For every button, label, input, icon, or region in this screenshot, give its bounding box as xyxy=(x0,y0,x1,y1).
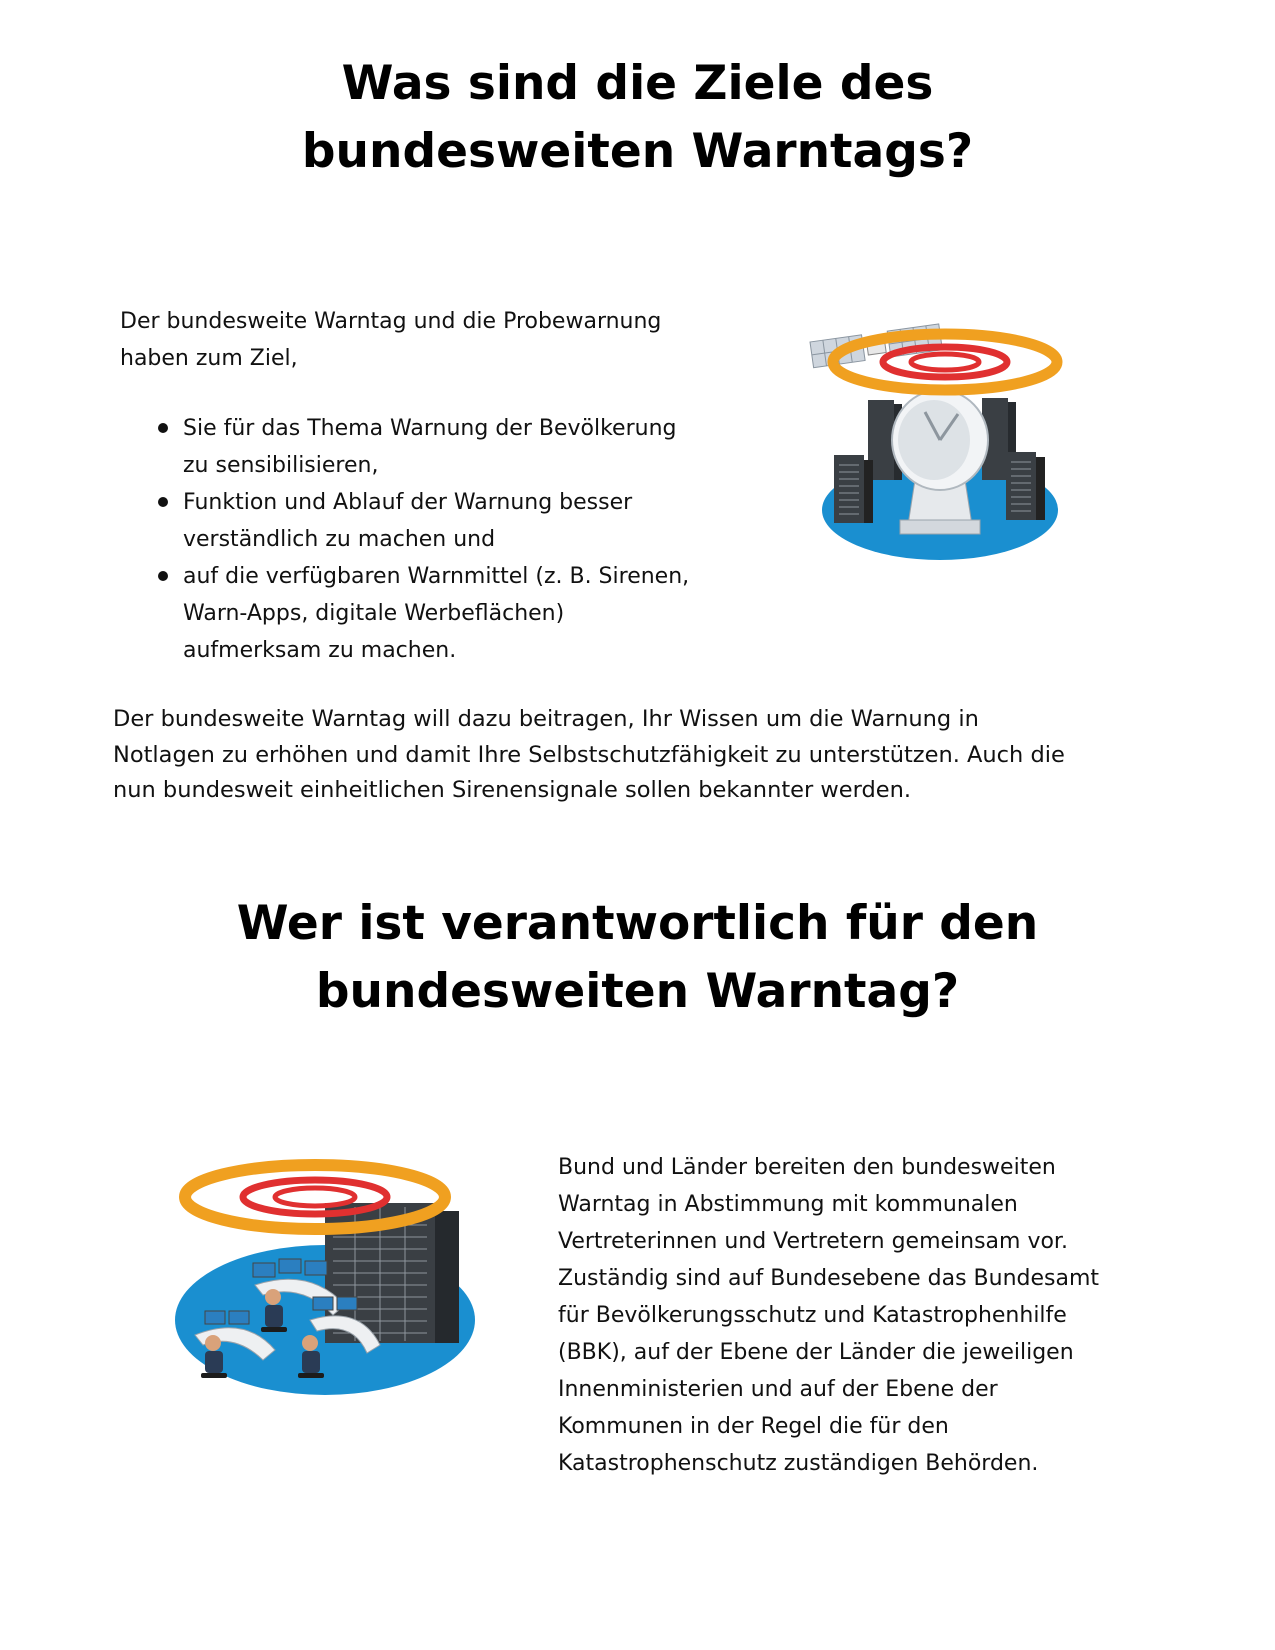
list-item-line: aufmerksam zu machen. xyxy=(183,638,457,663)
goals-list xyxy=(158,410,738,669)
list-item-line: Sie für das Thema Warnung der Bevölkerung xyxy=(183,416,677,441)
list-item-line: Warn-Apps, digitale Werbeflächen) xyxy=(183,601,565,626)
paragraph-line: nun bundesweit einheitlichen Sirenensignale sollen bekannter werden. xyxy=(113,777,912,803)
paragraph-line: Katastrophenschutz zuständigen Behörden. xyxy=(558,1451,1039,1476)
list-item xyxy=(158,558,738,669)
paragraph-line: Bund und Länder bereiten den bundesweiten xyxy=(558,1155,1056,1180)
section-2-heading xyxy=(0,890,1275,1026)
section-1-heading-line-2: bundesweiten Warntags? xyxy=(301,124,974,179)
list-item xyxy=(158,410,738,484)
intro-text xyxy=(120,303,740,377)
section-1-paragraph xyxy=(113,702,1133,809)
list-item-line: zu sensibilisieren, xyxy=(183,453,379,478)
paragraph-line: Innenministerien und auf der Ebene der xyxy=(558,1377,998,1402)
paragraph-line: Notlagen zu erhöhen und damit Ihre Selbstschutzfähigkeit zu unterstützen. Auch die xyxy=(113,741,1065,768)
paragraph-line: Warntag in Abstimmung mit kommunalen xyxy=(558,1192,1018,1217)
control-room-warning-icon xyxy=(135,1145,525,1435)
section-2-heading-line-2: bundesweiten Warntag? xyxy=(315,964,960,1019)
paragraph-line: Vertreterinnen und Vertretern gemeinsam vor. xyxy=(558,1229,1068,1254)
list-item-line: verständlich zu machen und xyxy=(183,527,496,552)
paragraph-line: für Bevölkerungsschutz und Katastrophenhilfe xyxy=(558,1303,1067,1328)
section-2-heading-line-1: Wer ist verantwortlich für den xyxy=(236,896,1039,951)
intro-line-2: haben zum Ziel, xyxy=(120,346,298,371)
list-item-line: Funktion und Ablauf der Warnung besser xyxy=(183,490,633,515)
section-2-paragraph xyxy=(558,1149,1158,1482)
paragraph-line: Der bundesweite Warntag will dazu beitragen, Ihr Wissen um die Warnung in xyxy=(113,706,979,732)
intro-line-1: Der bundesweite Warntag und die Probewarnung xyxy=(120,309,662,334)
satellite-dish-warning-icon xyxy=(740,300,1140,600)
section-1-heading xyxy=(0,50,1275,186)
section-1-heading-line-1: Was sind die Ziele des xyxy=(341,56,934,111)
paragraph-line: Kommunen in der Regel die für den xyxy=(558,1414,949,1439)
paragraph-line: Zuständig sind auf Bundesebene das Bundesamt xyxy=(558,1266,1100,1291)
paragraph-line: (BBK), auf der Ebene der Länder die jeweiligen xyxy=(558,1340,1074,1365)
list-item-line: auf die verfügbaren Warnmittel (z. B. Sirenen, xyxy=(183,564,690,589)
list-item xyxy=(158,484,738,558)
